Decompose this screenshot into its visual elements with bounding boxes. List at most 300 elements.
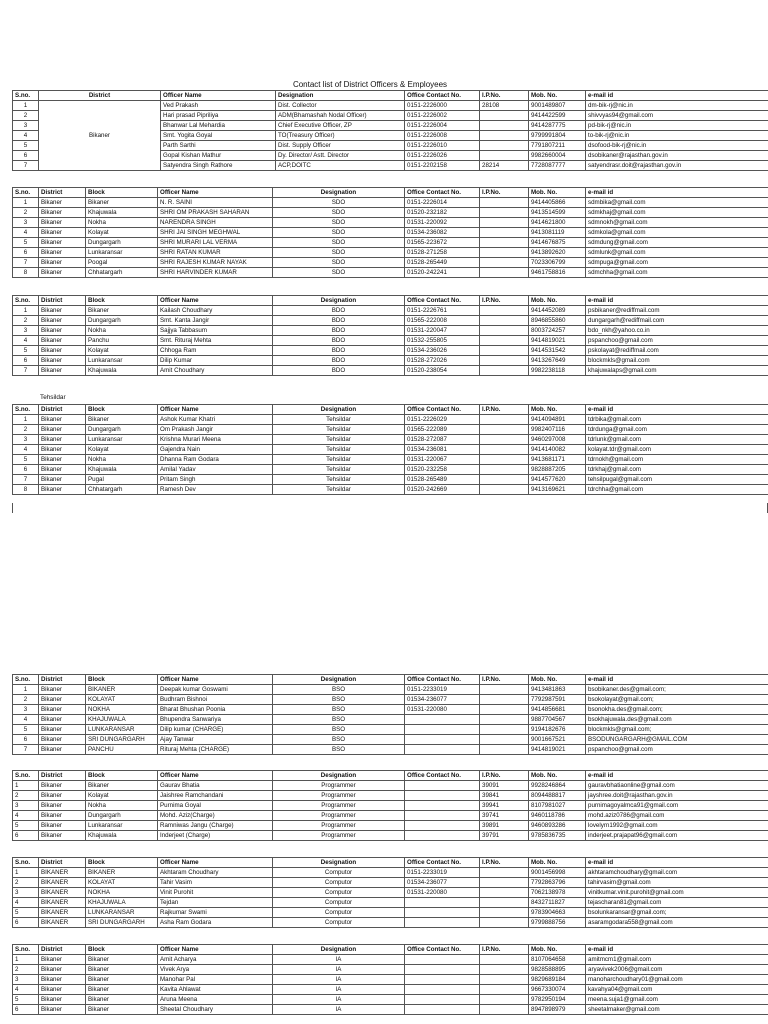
column-header: District bbox=[39, 771, 86, 781]
email-address: khajuwalaps@gmail.com bbox=[586, 366, 768, 376]
ip-number bbox=[480, 346, 529, 356]
table-header-row bbox=[13, 675, 768, 685]
office-contact: 01520-242669 bbox=[405, 485, 480, 495]
column-header: Designation bbox=[273, 858, 405, 868]
ip-number: 39791 bbox=[480, 831, 529, 841]
email-address: kavahya04@gmail.com bbox=[586, 985, 768, 995]
officer-name: Dilip Kumar bbox=[158, 356, 273, 366]
block-name: KOLAYAT bbox=[86, 878, 158, 888]
serial-number: 2 bbox=[13, 111, 39, 121]
email-address: tdrnokh@gmail.com bbox=[586, 455, 768, 465]
mobile-number: 9413081119 bbox=[529, 228, 586, 238]
designation: SDO bbox=[273, 268, 405, 278]
table-row bbox=[13, 485, 768, 495]
email-address: blockmkls@gmail.com; bbox=[586, 725, 768, 735]
officer-name: NARENDRA SINGH bbox=[158, 218, 273, 228]
officer-name: Parth Sarthi bbox=[161, 141, 276, 151]
mobile-number: 9413681171 bbox=[529, 455, 586, 465]
office-contact: 01531-220092 bbox=[405, 218, 480, 228]
block-name: Lunkaransar bbox=[86, 248, 158, 258]
email-address: tdrkhaj@gmail.com bbox=[586, 465, 768, 475]
block-name: Kolayat bbox=[86, 228, 158, 238]
office-contact: 01532-255805 bbox=[405, 336, 480, 346]
district-name: BIKANER bbox=[39, 898, 86, 908]
serial-number: 6 bbox=[13, 356, 39, 366]
officer-name: Ashok Kumar Khatri bbox=[158, 415, 273, 425]
designation: SDO bbox=[273, 198, 405, 208]
ip-number bbox=[480, 1005, 529, 1015]
serial-number: 3 bbox=[13, 218, 39, 228]
email-address: bsolunkaransar@gmail.com; bbox=[586, 908, 768, 918]
serial-number: 8 bbox=[13, 485, 39, 495]
block-name: KHAJUWALA bbox=[86, 715, 158, 725]
block-name: LUNKARANSAR bbox=[86, 725, 158, 735]
designation: BSO bbox=[273, 705, 405, 715]
mobile-number: 9667330074 bbox=[529, 985, 586, 995]
email-address: pspanchoo@gmail.com bbox=[586, 745, 768, 755]
column-header: S.no. bbox=[13, 945, 39, 955]
office-contact: 01534-236077 bbox=[405, 695, 480, 705]
email-address: sheetalmaker@gmail.com bbox=[586, 1005, 768, 1015]
column-header: District bbox=[39, 91, 161, 101]
ip-number bbox=[480, 908, 529, 918]
table-row bbox=[13, 425, 768, 435]
designation: BSO bbox=[273, 735, 405, 745]
ip-number bbox=[480, 316, 529, 326]
ip-number bbox=[480, 198, 529, 208]
officer-name: Bhanwar Lal Mehardia bbox=[161, 121, 276, 131]
district-name: Bikaner bbox=[39, 831, 86, 841]
table-row bbox=[13, 258, 768, 268]
designation: Programmer bbox=[273, 831, 405, 841]
mobile-number: 9414287775 bbox=[529, 121, 586, 131]
ip-number: 39091 bbox=[480, 781, 529, 791]
ip-number bbox=[480, 131, 529, 141]
email-address: sdmdung@gmail.com bbox=[586, 238, 768, 248]
office-contact: 01520-232258 bbox=[405, 465, 480, 475]
district-name: Bikaner bbox=[39, 326, 86, 336]
ip-number: 39941 bbox=[480, 801, 529, 811]
officer-name: SHRI OM PRAKASH SAHARAN bbox=[158, 208, 273, 218]
column-header: Mob. No. bbox=[529, 188, 586, 198]
column-header: I.P.No. bbox=[480, 771, 529, 781]
table-row bbox=[13, 908, 768, 918]
district-name: Bikaner bbox=[39, 268, 86, 278]
office-contact: 01565-222089 bbox=[405, 425, 480, 435]
ip-number: 39841 bbox=[480, 791, 529, 801]
office-contact: 0151-2226010 bbox=[405, 141, 480, 151]
designation: SDO bbox=[273, 258, 405, 268]
mobile-number: 8003724257 bbox=[529, 326, 586, 336]
ip-number bbox=[480, 258, 529, 268]
officer-name: SHRI JAI SINGH MEGHWAL bbox=[158, 228, 273, 238]
email-address: asaramgodara558@gmail.com bbox=[586, 918, 768, 928]
officer-name: Hari prasad Pipriliya bbox=[161, 111, 276, 121]
column-header: Officer Name bbox=[158, 405, 273, 415]
ip-number bbox=[480, 326, 529, 336]
email-address: amitmcm1@gmail.com bbox=[586, 955, 768, 965]
column-header: Mob. No. bbox=[529, 296, 586, 306]
column-header: Mob. No. bbox=[529, 771, 586, 781]
district-name: Bikaner bbox=[39, 735, 86, 745]
mobile-number: 9782950194 bbox=[529, 995, 586, 1005]
serial-number: 1 bbox=[13, 306, 39, 316]
serial-number: 1 bbox=[13, 685, 39, 695]
email-address: satyendrasr.doit@rajasthan.gov.in bbox=[586, 161, 768, 171]
mobile-number: 9982238118 bbox=[529, 366, 586, 376]
email-address: sdmlunk@gmail.com bbox=[586, 248, 768, 258]
office-contact bbox=[405, 831, 480, 841]
column-header: Designation bbox=[273, 771, 405, 781]
officer-name: Aruna Meena bbox=[158, 995, 273, 1005]
officer-name: Asha Ram Godara bbox=[158, 918, 273, 928]
table-row bbox=[13, 715, 768, 725]
officer-name: Pritam Singh bbox=[158, 475, 273, 485]
column-header: District bbox=[39, 675, 86, 685]
office-contact: 01534-236081 bbox=[405, 445, 480, 455]
designation: Programmer bbox=[273, 821, 405, 831]
block-name: Bikaner bbox=[86, 955, 158, 965]
email-address: sdmbika@gmail.com bbox=[586, 198, 768, 208]
officer-name: Rituraj Mehta (CHARGE) bbox=[158, 745, 273, 755]
designation: BDO bbox=[273, 326, 405, 336]
office-contact bbox=[405, 735, 480, 745]
designation: IA bbox=[273, 975, 405, 985]
email-address: aryavivek2006@gmail.com bbox=[586, 965, 768, 975]
email-address: purnimagoyalmca91@gmail.com bbox=[586, 801, 768, 811]
designation: Tehsildar bbox=[273, 415, 405, 425]
mobile-number: 9414140082 bbox=[529, 445, 586, 455]
district-name: BIKANER bbox=[39, 918, 86, 928]
mobile-number: 9001489807 bbox=[529, 101, 586, 111]
mobile-number: 7792863796 bbox=[529, 878, 586, 888]
officer-name: Ramesh Dev bbox=[158, 485, 273, 495]
ip-number bbox=[480, 985, 529, 995]
office-contact: 01531-220080 bbox=[405, 888, 480, 898]
office-contact bbox=[405, 715, 480, 725]
column-header: Office Contact No. bbox=[405, 675, 480, 685]
block-name: Lunkaransar bbox=[86, 356, 158, 366]
officer-name: Gaurav Bhatia bbox=[158, 781, 273, 791]
serial-number: 6 bbox=[13, 831, 39, 841]
block-name: Bikaner bbox=[86, 965, 158, 975]
ip-number bbox=[480, 965, 529, 975]
block-name: Chhatargarh bbox=[86, 268, 158, 278]
serial-number: 2 bbox=[13, 965, 39, 975]
bso-table bbox=[12, 674, 768, 755]
mobile-number: 9414856681 bbox=[529, 705, 586, 715]
district-name: Bikaner bbox=[39, 725, 86, 735]
ip-number bbox=[480, 306, 529, 316]
tehsildar-section-label: Tehsildar bbox=[40, 394, 66, 401]
table-row bbox=[13, 868, 768, 878]
district-name: Bikaner bbox=[39, 435, 86, 445]
table-row bbox=[13, 415, 768, 425]
mobile-number: 9413514599 bbox=[529, 208, 586, 218]
column-header: Mob. No. bbox=[529, 675, 586, 685]
officer-name: SHRI HARVINDER KUMAR bbox=[158, 268, 273, 278]
mobile-number: 7791807211 bbox=[529, 141, 586, 151]
column-header: S.no. bbox=[13, 405, 39, 415]
table-row bbox=[13, 306, 768, 316]
serial-number: 3 bbox=[13, 801, 39, 811]
column-header: I.P.No. bbox=[480, 91, 529, 101]
email-address: sdmkhaj@gmail.com bbox=[586, 208, 768, 218]
mobile-number: 9887704567 bbox=[529, 715, 586, 725]
column-header: Designation bbox=[273, 945, 405, 955]
office-contact: 01528-265449 bbox=[405, 258, 480, 268]
ip-number bbox=[480, 868, 529, 878]
district-name: Bikaner bbox=[39, 985, 86, 995]
table-row bbox=[13, 218, 768, 228]
office-contact bbox=[405, 801, 480, 811]
office-contact: 0151-2226002 bbox=[405, 111, 480, 121]
email-address: tdrchha@gmail.com bbox=[586, 485, 768, 495]
mobile-number: 9460118786 bbox=[529, 811, 586, 821]
district-name: Bikaner bbox=[39, 745, 86, 755]
office-contact bbox=[405, 995, 480, 1005]
serial-number: 1 bbox=[13, 198, 39, 208]
column-header: I.P.No. bbox=[480, 188, 529, 198]
ip-number bbox=[480, 735, 529, 745]
office-contact: 0151-2202158 bbox=[405, 161, 480, 171]
officer-name: Dilip kumar (CHARGE) bbox=[158, 725, 273, 735]
email-address: dsofood-bik-rj@nic.in bbox=[586, 141, 768, 151]
ip-number bbox=[480, 475, 529, 485]
block-name: Bikaner bbox=[86, 306, 158, 316]
column-header: Mob. No. bbox=[529, 91, 586, 101]
table-row bbox=[13, 781, 768, 791]
email-address: gauravbhatiaonline@gmail.com bbox=[586, 781, 768, 791]
serial-number: 2 bbox=[13, 878, 39, 888]
district-name: Bikaner bbox=[39, 425, 86, 435]
column-header: Office Contact No. bbox=[405, 188, 480, 198]
officer-name: Jaishree Ramchandani bbox=[158, 791, 273, 801]
ip-number bbox=[480, 888, 529, 898]
mobile-number: 9414531542 bbox=[529, 346, 586, 356]
serial-number: 4 bbox=[13, 715, 39, 725]
serial-number: 6 bbox=[13, 248, 39, 258]
office-contact: 01534-236082 bbox=[405, 228, 480, 238]
officer-name: Smt. Kanta Jangir bbox=[158, 316, 273, 326]
table-row bbox=[13, 366, 768, 376]
designation: Tehsildar bbox=[273, 425, 405, 435]
office-contact: 01531-220067 bbox=[405, 455, 480, 465]
block-name: Kolayat bbox=[86, 346, 158, 356]
officer-name: Chhoga Ram bbox=[158, 346, 273, 356]
block-name: Dungargarh bbox=[86, 811, 158, 821]
district-name: Bikaner bbox=[39, 475, 86, 485]
mobile-number: 9414577620 bbox=[529, 475, 586, 485]
email-address: pd-bik-rj@nic.in bbox=[586, 121, 768, 131]
designation: Computor bbox=[273, 878, 405, 888]
officer-name: Sajjya Tabbasum bbox=[158, 326, 273, 336]
table-row bbox=[13, 955, 768, 965]
officer-name: Manohar Pal bbox=[158, 975, 273, 985]
designation: Programmer bbox=[273, 801, 405, 811]
officer-name: SHRI RATAN KUMAR bbox=[158, 248, 273, 258]
office-contact: 01531-220080 bbox=[405, 705, 480, 715]
column-header: Officer Name bbox=[158, 858, 273, 868]
table-row bbox=[13, 208, 768, 218]
office-contact bbox=[405, 811, 480, 821]
mobile-number: 7728087777 bbox=[529, 161, 586, 171]
office-contact bbox=[405, 908, 480, 918]
designation: IA bbox=[273, 985, 405, 995]
serial-number: 7 bbox=[13, 475, 39, 485]
office-contact: 0151-2226008 bbox=[405, 131, 480, 141]
table-row bbox=[13, 918, 768, 928]
mobile-number: 8946855860 bbox=[529, 316, 586, 326]
ip-number bbox=[480, 455, 529, 465]
column-header: S.no. bbox=[13, 858, 39, 868]
column-header: Officer Name bbox=[158, 188, 273, 198]
table-row bbox=[13, 268, 768, 278]
column-header: e-mail id bbox=[586, 858, 768, 868]
district-name: Bikaner bbox=[39, 995, 86, 1005]
column-header: Office Contact No. bbox=[405, 91, 480, 101]
column-header: District bbox=[39, 296, 86, 306]
officer-name: Satyendra Singh Rathore bbox=[161, 161, 276, 171]
column-header: Block bbox=[86, 858, 158, 868]
ip-number bbox=[480, 898, 529, 908]
email-address: jayshree.doit@rajasthan.gov.in bbox=[586, 791, 768, 801]
ip-number bbox=[480, 366, 529, 376]
email-address: bdo_nkh@yahoo.co.in bbox=[586, 326, 768, 336]
table-row bbox=[13, 346, 768, 356]
block-name: Poogal bbox=[86, 258, 158, 268]
officer-name: Ramniwas Jangu (Charge) bbox=[158, 821, 273, 831]
office-contact bbox=[405, 965, 480, 975]
serial-number: 6 bbox=[13, 735, 39, 745]
email-address: psbikaner@rediffmail.com bbox=[586, 306, 768, 316]
block-name: Kolayat bbox=[86, 445, 158, 455]
block-name: Nokha bbox=[86, 326, 158, 336]
mobile-number: 9414422599 bbox=[529, 111, 586, 121]
officer-name: Bhupendra Sanwariya bbox=[158, 715, 273, 725]
officer-name: Krishna Murari Meena bbox=[158, 435, 273, 445]
office-contact bbox=[405, 821, 480, 831]
serial-number: 3 bbox=[13, 326, 39, 336]
officer-name: Kavita Ahlawat bbox=[158, 985, 273, 995]
mobile-number: 9829689184 bbox=[529, 975, 586, 985]
office-contact: 01520-232182 bbox=[405, 208, 480, 218]
officer-name: Tahir Vasim bbox=[158, 878, 273, 888]
column-header: S.no. bbox=[13, 675, 39, 685]
officer-name: Tejdan bbox=[158, 898, 273, 908]
officer-name: Ajay Tanwar bbox=[158, 735, 273, 745]
serial-number: 5 bbox=[13, 346, 39, 356]
officer-name: Kailash Choudhary bbox=[158, 306, 273, 316]
district-name: Bikaner bbox=[39, 228, 86, 238]
ip-number bbox=[480, 248, 529, 258]
officer-name: Smt. Yogita Goyal bbox=[161, 131, 276, 141]
office-contact bbox=[405, 898, 480, 908]
serial-number: 6 bbox=[13, 465, 39, 475]
table-row bbox=[13, 705, 768, 715]
block-name: KHAJUWALA bbox=[86, 898, 158, 908]
table-row bbox=[13, 435, 768, 445]
column-header: Office Contact No. bbox=[405, 296, 480, 306]
office-contact bbox=[405, 985, 480, 995]
column-header: Office Contact No. bbox=[405, 945, 480, 955]
ip-number bbox=[480, 955, 529, 965]
email-address: shivvyas94@gmail.com bbox=[586, 111, 768, 121]
officer-name: Vinit Purohit bbox=[158, 888, 273, 898]
serial-number: 5 bbox=[13, 455, 39, 465]
officer-name: SHRI RAJESH KUMAR NAYAK bbox=[158, 258, 273, 268]
serial-number: 7 bbox=[13, 745, 39, 755]
table-row bbox=[13, 725, 768, 735]
email-address: bsokhajuwala.des@gmail.com bbox=[586, 715, 768, 725]
district-name: Bikaner bbox=[39, 356, 86, 366]
district-name: Bikaner bbox=[39, 316, 86, 326]
serial-number: 7 bbox=[13, 258, 39, 268]
block-name: Dungargarh bbox=[86, 238, 158, 248]
mobile-number: 9799991804 bbox=[529, 131, 586, 141]
email-address: sdmkola@gmail.com bbox=[586, 228, 768, 238]
block-name: Nokha bbox=[86, 218, 158, 228]
serial-number: 4 bbox=[13, 228, 39, 238]
serial-number: 4 bbox=[13, 898, 39, 908]
ip-number bbox=[480, 465, 529, 475]
designation: Computor bbox=[273, 888, 405, 898]
mobile-number: 9001456998 bbox=[529, 868, 586, 878]
table-header-row bbox=[13, 771, 768, 781]
office-contact: 0151-2226029 bbox=[405, 415, 480, 425]
programmer-table bbox=[12, 770, 768, 841]
email-address: dm-bik-rj@nic.in bbox=[586, 101, 768, 111]
column-header: District bbox=[39, 858, 86, 868]
mobile-number: 8947898979 bbox=[529, 1005, 586, 1015]
serial-number: 1 bbox=[13, 868, 39, 878]
designation: BDO bbox=[273, 366, 405, 376]
block-name: Nokha bbox=[86, 801, 158, 811]
designation: Dist. Collector bbox=[276, 101, 405, 111]
designation: Chief Executive Officer, ZP bbox=[276, 121, 405, 131]
serial-number: 1 bbox=[13, 415, 39, 425]
email-address: manoharchoudhary01@gmail.com bbox=[586, 975, 768, 985]
office-contact: 01528-272087 bbox=[405, 435, 480, 445]
column-header: e-mail id bbox=[586, 771, 768, 781]
designation: SDO bbox=[273, 218, 405, 228]
office-contact: 01528-272026 bbox=[405, 356, 480, 366]
officer-name: Budhram Bishnoi bbox=[158, 695, 273, 705]
district-name: Bikaner bbox=[39, 955, 86, 965]
district-name: Bikaner bbox=[39, 248, 86, 258]
column-header: I.P.No. bbox=[480, 405, 529, 415]
mobile-number: 9413169621 bbox=[529, 485, 586, 495]
serial-number: 7 bbox=[13, 366, 39, 376]
officer-name: Sheetal Choudhary bbox=[158, 1005, 273, 1015]
office-contact: 01520-238054 bbox=[405, 366, 480, 376]
district-name: Bikaner bbox=[39, 208, 86, 218]
table-row bbox=[13, 821, 768, 831]
ip-number bbox=[480, 268, 529, 278]
ip-number bbox=[480, 356, 529, 366]
email-address: tdrlunk@gmail.com bbox=[586, 435, 768, 445]
district-name: BIKANER bbox=[39, 908, 86, 918]
ip-number: 39891 bbox=[480, 821, 529, 831]
column-header: Designation bbox=[273, 296, 405, 306]
designation: BDO bbox=[273, 356, 405, 366]
officer-name: Bharat Bhushan Poonia bbox=[158, 705, 273, 715]
email-address: sdmchha@gmail.com bbox=[586, 268, 768, 278]
ip-number: 39741 bbox=[480, 811, 529, 821]
mobile-number: 9413267649 bbox=[529, 356, 586, 366]
mobile-number: 8094488817 bbox=[529, 791, 586, 801]
block-name: Pugal bbox=[86, 475, 158, 485]
